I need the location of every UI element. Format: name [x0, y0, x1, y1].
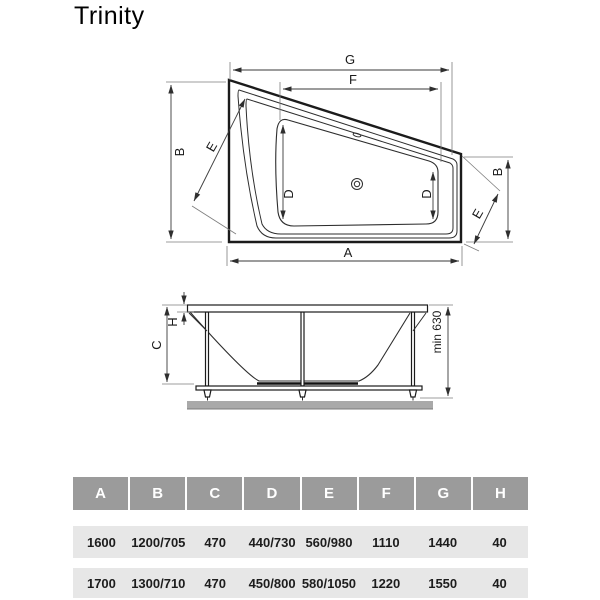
top-view	[166, 52, 513, 266]
frame-leg-middle	[301, 312, 304, 386]
floor-band	[187, 401, 433, 409]
frame-leg-right	[412, 312, 415, 386]
dim-label-d-left: D	[281, 189, 296, 199]
table-cell: 1200/705	[131, 534, 186, 550]
table-header-cell: A	[73, 477, 128, 510]
tub-profile	[190, 312, 410, 381]
table-cell: 1700	[86, 575, 116, 591]
dim-label-a: A	[343, 245, 353, 260]
dim-label-e-left: E	[202, 139, 221, 155]
foot-left	[204, 390, 211, 401]
table-cell: 1440	[428, 534, 458, 550]
dim-label-e-right: E	[468, 206, 487, 222]
table-cell: 1300/710	[131, 575, 186, 591]
dim-line-e-left	[194, 99, 245, 201]
jet-icon	[353, 132, 362, 137]
product-title: Trinity	[74, 2, 145, 30]
table-cell: 450/800	[248, 575, 296, 591]
ext-e-right-bottom	[464, 244, 479, 251]
table-header-row	[73, 477, 528, 510]
dim-label-g: G	[344, 52, 356, 67]
table-header-cell: E	[302, 477, 357, 510]
drain-icon	[352, 179, 363, 190]
dim-label-c: C	[149, 340, 164, 350]
table-header-cell: G	[416, 477, 471, 510]
table-cell: 1550	[428, 575, 458, 591]
foot-right	[410, 390, 417, 401]
table-cell: 470	[204, 575, 227, 591]
dim-label-h: H	[165, 317, 180, 327]
table-header-cell: C	[187, 477, 242, 510]
table-cell: 470	[204, 534, 227, 550]
table-cell: 440/730	[248, 534, 296, 550]
dim-label-min-height: min 630	[430, 310, 444, 354]
dim-label-f: F	[349, 72, 357, 87]
table-row	[73, 526, 528, 558]
basin-outline	[276, 119, 438, 226]
frame-brace-left	[189, 313, 207, 331]
table-cell: 580/1050	[301, 575, 357, 591]
table-header-cell: B	[130, 477, 185, 510]
table-cell: 40	[492, 534, 507, 550]
floor-shadow	[187, 408, 433, 410]
table-header-cell: F	[359, 477, 414, 510]
frame-bar	[196, 386, 422, 390]
table-header-cell: D	[244, 477, 299, 510]
table-header-cell: H	[473, 477, 528, 510]
rim-contour-outer	[238, 90, 457, 238]
table-cell: 1110	[372, 534, 400, 550]
dimensions-table	[73, 477, 528, 598]
table-cell: 1220	[371, 575, 401, 591]
table-cell: 1600	[86, 534, 116, 550]
table-cell: 560/980	[305, 534, 353, 550]
table-cell: 40	[492, 575, 507, 591]
tub-rim	[188, 305, 428, 312]
dim-label-b-right: B	[490, 167, 505, 177]
side-view	[149, 292, 453, 410]
frame-leg-left	[206, 312, 209, 386]
foot-middle	[299, 390, 306, 401]
dim-label-b-left: B	[172, 147, 187, 157]
dim-label-d-right: D	[419, 189, 434, 199]
table-row	[73, 568, 528, 598]
